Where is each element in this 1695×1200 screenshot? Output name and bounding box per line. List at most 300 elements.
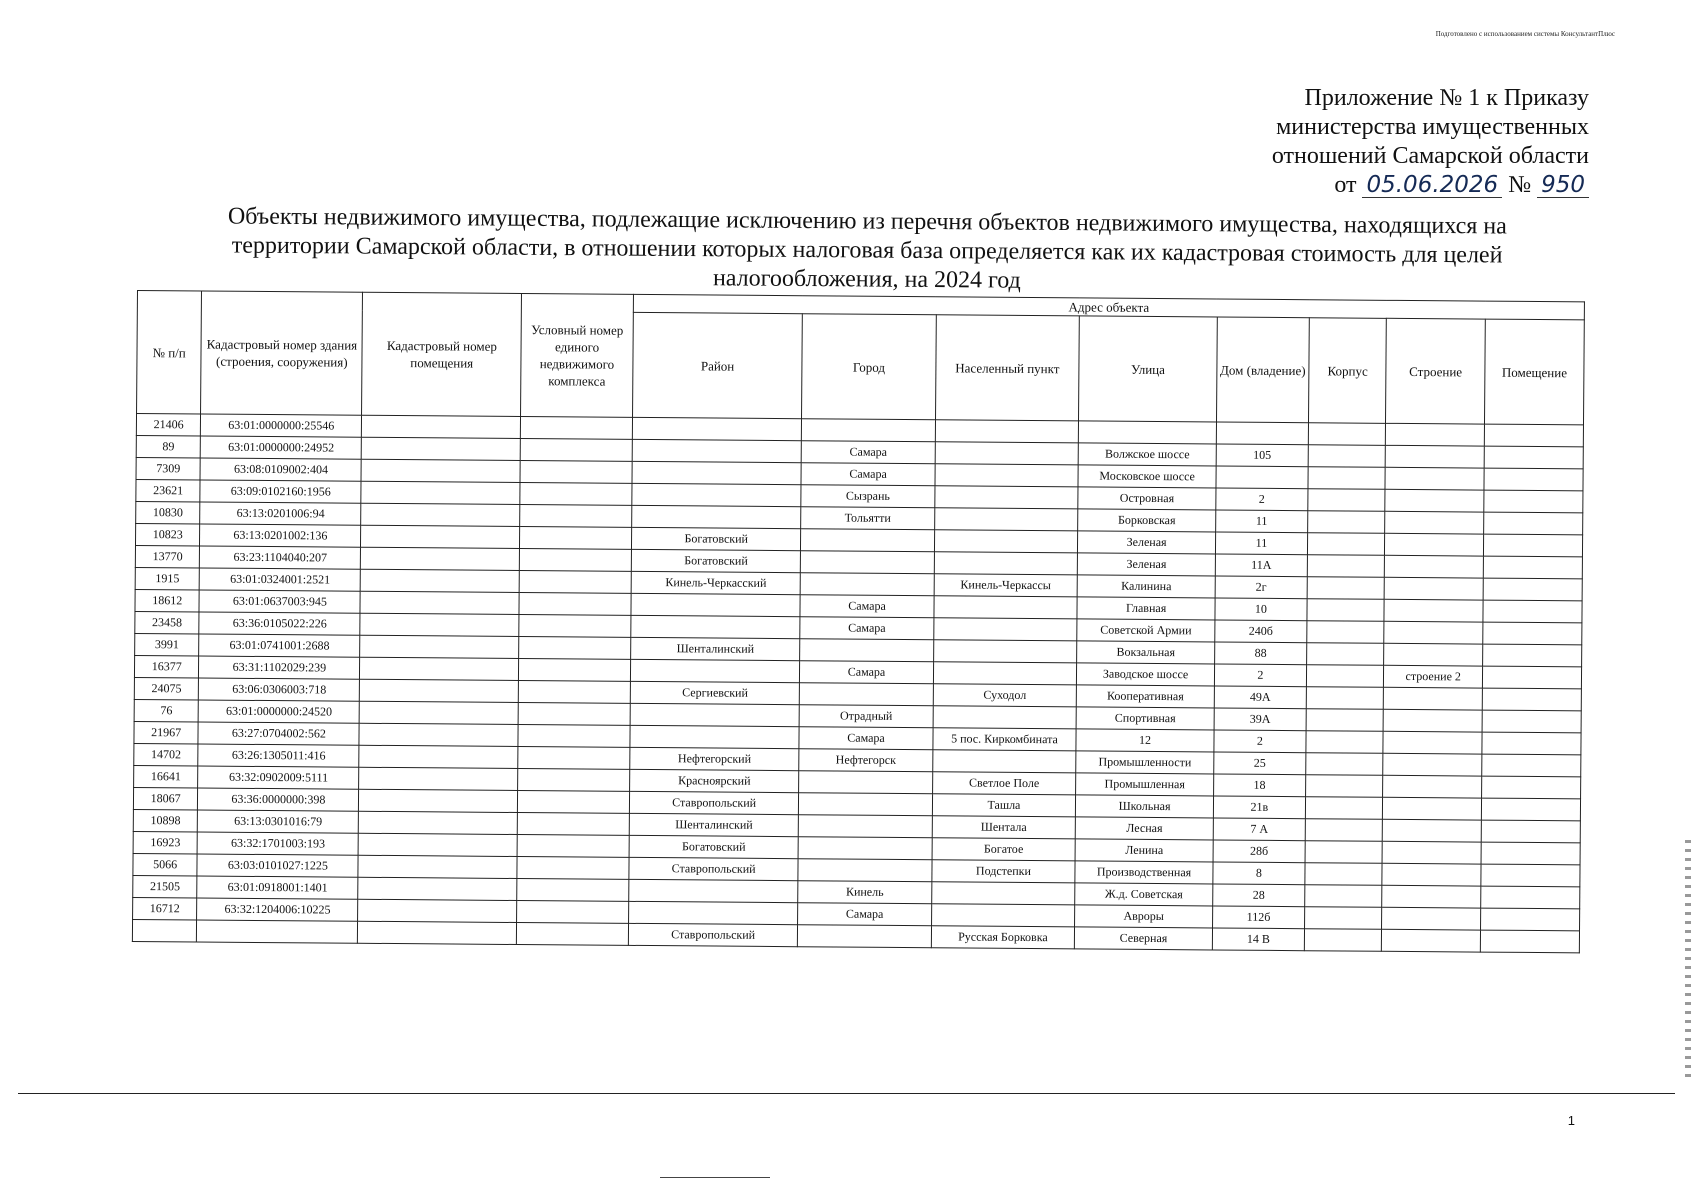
cell-locality bbox=[931, 904, 1075, 927]
cell-city: Самара bbox=[801, 463, 934, 486]
cell-building-cadastral bbox=[197, 920, 358, 943]
cell-house: 28б bbox=[1213, 840, 1305, 863]
cell-locality: Русская Борковка bbox=[931, 926, 1075, 949]
cell-city bbox=[799, 837, 932, 860]
cell-stroenie bbox=[1382, 863, 1481, 886]
cell-city bbox=[801, 551, 934, 574]
col-header-building-cadastral: Кадастровый номер здания (строения, сооружения) bbox=[201, 291, 363, 415]
cell-building-cadastral: 63:01:0741001:2688 bbox=[199, 634, 360, 657]
cell-korpus bbox=[1308, 467, 1385, 490]
cell-district bbox=[632, 461, 802, 484]
cell-district bbox=[632, 483, 802, 506]
cell-building-cadastral: 63:32:0902009:5111 bbox=[198, 766, 359, 789]
cell-locality: Богатое bbox=[932, 838, 1076, 861]
order-date-line bbox=[1272, 171, 1589, 200]
cell-city bbox=[799, 771, 932, 794]
cell-street: Ж.д. Советская bbox=[1075, 883, 1213, 906]
date-prefix: от bbox=[1334, 172, 1357, 198]
cell-row-number: 24075 bbox=[134, 677, 199, 700]
cell-locality: Светлое Поле bbox=[932, 772, 1076, 795]
cell-stroenie bbox=[1383, 731, 1482, 754]
cell-complex-number bbox=[518, 703, 630, 726]
cell-street: Зеленая bbox=[1078, 531, 1216, 554]
cell-district bbox=[632, 439, 802, 462]
cell-locality bbox=[934, 486, 1078, 509]
cell-district: Шенталинский bbox=[630, 637, 800, 660]
cell-city bbox=[799, 815, 932, 838]
cell-street: Калинина bbox=[1078, 575, 1216, 598]
cell-locality bbox=[934, 530, 1078, 553]
cell-korpus bbox=[1307, 555, 1384, 578]
cell-complex-number bbox=[520, 549, 632, 572]
cell-stroenie bbox=[1384, 599, 1483, 622]
cell-building-cadastral: 63:01:0918001:1401 bbox=[197, 876, 358, 899]
cell-house: 2 bbox=[1216, 488, 1308, 511]
cell-city: Кинель bbox=[798, 881, 931, 904]
cell-stroenie bbox=[1384, 577, 1483, 600]
cell-locality bbox=[935, 464, 1079, 487]
cell-premises-cadastral bbox=[359, 701, 518, 724]
cell-pomeshchenie bbox=[1483, 600, 1582, 623]
cell-korpus bbox=[1307, 643, 1384, 666]
cell-house: 21в bbox=[1213, 796, 1305, 819]
cell-pomeshchenie bbox=[1482, 776, 1581, 799]
footer-divider bbox=[18, 1093, 1675, 1094]
cell-premises-cadastral bbox=[361, 525, 520, 548]
cell-korpus bbox=[1308, 489, 1385, 512]
cell-pomeshchenie bbox=[1484, 446, 1583, 469]
cell-house: 10 bbox=[1215, 598, 1307, 621]
cell-korpus bbox=[1305, 797, 1382, 820]
cell-house: 240б bbox=[1215, 620, 1307, 643]
col-header-complex-number: Условный номер единого недвижимого комплекса bbox=[521, 294, 634, 418]
cell-pomeshchenie bbox=[1483, 666, 1582, 689]
cell-city: Самара bbox=[800, 595, 933, 618]
cell-korpus bbox=[1305, 819, 1382, 842]
cell-row-number: 16377 bbox=[134, 655, 199, 678]
cell-city: Самара bbox=[799, 727, 932, 750]
cell-house: 11 bbox=[1215, 532, 1307, 555]
cell-stroenie bbox=[1385, 555, 1484, 578]
cell-locality bbox=[933, 662, 1077, 685]
col-header-korpus: Корпус bbox=[1309, 318, 1387, 424]
cell-house: 105 bbox=[1216, 444, 1308, 467]
cell-pomeshchenie bbox=[1482, 732, 1581, 755]
cell-premises-cadastral bbox=[360, 591, 519, 614]
number-sign: № bbox=[1508, 172, 1532, 198]
cell-complex-number bbox=[517, 879, 629, 902]
cell-locality bbox=[932, 750, 1076, 773]
appendix-line: отношений Самарской области bbox=[1271, 143, 1589, 169]
cell-pomeshchenie bbox=[1482, 754, 1581, 777]
cell-stroenie bbox=[1385, 533, 1484, 556]
cell-district: Сергиевский bbox=[630, 681, 800, 704]
cell-house: 2 bbox=[1214, 730, 1306, 753]
cell-building-cadastral: 63:01:0000000:24520 bbox=[198, 700, 359, 723]
cell-city: Сызрань bbox=[801, 485, 934, 508]
cell-stroenie: строение 2 bbox=[1384, 665, 1483, 688]
cell-building-cadastral: 63:13:0201002:136 bbox=[200, 524, 361, 547]
cell-premises-cadastral bbox=[362, 415, 521, 438]
cell-building-cadastral: 63:32:1204006:10225 bbox=[197, 898, 358, 921]
cell-city bbox=[802, 419, 935, 442]
cell-row-number: 16641 bbox=[134, 765, 199, 788]
cell-building-cadastral: 63:09:0102160:1956 bbox=[200, 480, 361, 503]
cell-house: 18 bbox=[1213, 774, 1305, 797]
cell-complex-number bbox=[520, 505, 632, 528]
cell-locality bbox=[931, 882, 1075, 905]
cell-premises-cadastral bbox=[359, 767, 518, 790]
col-header-house: Дом (владение) bbox=[1216, 317, 1309, 423]
cell-pomeshchenie bbox=[1484, 424, 1583, 447]
prepared-note: Подготовлено с использованием системы КонсультантПлюс bbox=[1435, 30, 1615, 38]
cell-house: 25 bbox=[1214, 752, 1306, 775]
cell-row-number: 1915 bbox=[135, 567, 200, 590]
cell-locality bbox=[935, 442, 1079, 465]
cell-city: Самара bbox=[802, 441, 935, 464]
cell-district: Красноярский bbox=[629, 769, 799, 792]
cell-pomeshchenie bbox=[1483, 578, 1582, 601]
appendix-line: Приложение № 1 к Приказу bbox=[1304, 85, 1589, 111]
cell-korpus bbox=[1304, 929, 1381, 952]
cell-pomeshchenie bbox=[1483, 556, 1582, 579]
cell-city bbox=[799, 793, 932, 816]
cell-complex-number bbox=[520, 527, 632, 550]
cell-stroenie bbox=[1384, 621, 1483, 644]
cell-district: Богатовский bbox=[631, 549, 801, 572]
cell-complex-number bbox=[519, 681, 631, 704]
cell-pomeshchenie bbox=[1484, 534, 1583, 557]
col-header-address: Адрес объекта bbox=[633, 294, 1584, 319]
cell-building-cadastral: 63:01:0000000:25546 bbox=[201, 414, 362, 437]
cell-premises-cadastral bbox=[358, 855, 517, 878]
cell-district: Кинель-Черкасский bbox=[631, 571, 801, 594]
cell-row-number: 14702 bbox=[134, 743, 199, 766]
cell-pomeshchenie bbox=[1484, 490, 1583, 513]
cell-premises-cadastral bbox=[358, 833, 517, 856]
cell-district bbox=[631, 615, 801, 638]
col-header-city: Город bbox=[802, 314, 936, 420]
col-header-premises-cadastral: Кадастровый номер помещения bbox=[362, 292, 522, 416]
cell-korpus bbox=[1305, 885, 1382, 908]
cell-building-cadastral: 63:31:1102029:239 bbox=[199, 656, 360, 679]
cell-city: Самара bbox=[800, 661, 933, 684]
cell-complex-number bbox=[518, 747, 630, 770]
cell-locality: Подстепки bbox=[931, 860, 1075, 883]
cell-house: 39А bbox=[1214, 708, 1306, 731]
cell-pomeshchenie bbox=[1482, 798, 1581, 821]
cell-premises-cadastral bbox=[361, 547, 520, 570]
cell-house: 2г bbox=[1215, 576, 1307, 599]
cell-city bbox=[798, 925, 931, 948]
objects-table-wrap bbox=[132, 290, 1585, 953]
cell-street: Московское шоссе bbox=[1078, 465, 1216, 488]
cell-korpus bbox=[1307, 621, 1384, 644]
cell-korpus bbox=[1308, 511, 1385, 534]
cell-district: Ставропольский bbox=[629, 857, 799, 880]
cell-house: 112б bbox=[1212, 906, 1304, 929]
cell-locality bbox=[933, 706, 1077, 729]
cell-street: Заводское шоссе bbox=[1077, 663, 1215, 686]
cell-stroenie bbox=[1385, 467, 1484, 490]
cell-district: Богатовский bbox=[629, 835, 799, 858]
cell-building-cadastral: 63:03:0101027:1225 bbox=[197, 854, 358, 877]
cell-complex-number bbox=[518, 791, 630, 814]
cell-building-cadastral: 63:13:0201006:94 bbox=[200, 502, 361, 525]
cell-premises-cadastral bbox=[360, 635, 519, 658]
cell-building-cadastral: 63:08:0109002:404 bbox=[200, 458, 361, 481]
cell-city bbox=[801, 529, 934, 552]
cell-house bbox=[1216, 466, 1308, 489]
cell-row-number: 18067 bbox=[133, 787, 198, 810]
cell-city bbox=[800, 683, 933, 706]
cell-building-cadastral: 63:23:1104040:207 bbox=[200, 546, 361, 569]
cell-row-number: 7309 bbox=[136, 457, 201, 480]
cell-street: Островная bbox=[1078, 487, 1216, 510]
cell-row-number: 5066 bbox=[133, 853, 198, 876]
cell-row-number: 89 bbox=[136, 435, 201, 458]
cell-complex-number bbox=[517, 923, 629, 946]
document-title: Объекты недвижимого имущества, подлежащие исключению из перечня объектов недвижимого имущества, находящихся на территории Самарской области, в отношении которых налоговая база определяется как их кадастровая стоимость для целей налогообложения, на 2024 год bbox=[227, 203, 1507, 294]
table-body bbox=[132, 414, 1583, 953]
order-number: 950 bbox=[1537, 173, 1589, 198]
cell-locality: Ташла bbox=[932, 794, 1076, 817]
cell-stroenie bbox=[1382, 907, 1481, 930]
cell-row-number: 10898 bbox=[133, 809, 198, 832]
cell-korpus bbox=[1306, 687, 1383, 710]
cell-row-number: 13770 bbox=[135, 545, 200, 568]
cell-house: 28 bbox=[1212, 884, 1304, 907]
cell-stroenie bbox=[1384, 687, 1483, 710]
cell-premises-cadastral bbox=[361, 569, 520, 592]
cell-korpus bbox=[1306, 709, 1383, 732]
cell-stroenie bbox=[1383, 709, 1482, 732]
cell-district: Ставропольский bbox=[629, 791, 799, 814]
cell-locality: 5 пос. Киркомбината bbox=[932, 728, 1076, 751]
cell-building-cadastral: 63:01:0000000:24952 bbox=[201, 436, 362, 459]
cell-district bbox=[629, 879, 799, 902]
cell-district: Шенталинский bbox=[629, 813, 799, 836]
cell-premises-cadastral bbox=[360, 657, 519, 680]
cell-pomeshchenie bbox=[1481, 842, 1580, 865]
cell-stroenie bbox=[1385, 511, 1484, 534]
cell-house: 11 bbox=[1215, 510, 1307, 533]
col-header-district: Район bbox=[632, 312, 802, 418]
cell-complex-number bbox=[519, 659, 631, 682]
cell-korpus bbox=[1308, 423, 1385, 446]
cell-pomeshchenie bbox=[1481, 820, 1580, 843]
cell-korpus bbox=[1305, 841, 1382, 864]
scan-mark bbox=[660, 1177, 770, 1178]
cell-street: Кооперативная bbox=[1077, 685, 1215, 708]
cell-city bbox=[798, 859, 931, 882]
cell-street bbox=[1079, 421, 1217, 444]
col-header-stroenie: Строение bbox=[1386, 318, 1486, 424]
cell-house: 49А bbox=[1214, 686, 1306, 709]
cell-korpus bbox=[1308, 533, 1385, 556]
cell-building-cadastral: 63:01:0637003:945 bbox=[199, 590, 360, 613]
cell-stroenie bbox=[1385, 489, 1484, 512]
cell-stroenie bbox=[1386, 423, 1485, 446]
cell-pomeshchenie bbox=[1482, 688, 1581, 711]
cell-street: Промышленная bbox=[1076, 773, 1214, 796]
cell-street: 12 bbox=[1076, 729, 1214, 752]
scan-edge-marks bbox=[1685, 840, 1691, 1080]
cell-house: 2 bbox=[1214, 664, 1306, 687]
cell-district bbox=[631, 593, 801, 616]
appendix-line: министерства имущественных bbox=[1276, 114, 1589, 140]
cell-building-cadastral: 63:36:0000000:398 bbox=[198, 788, 359, 811]
cell-complex-number bbox=[517, 813, 629, 836]
cell-stroenie bbox=[1383, 775, 1482, 798]
cell-street: Авроры bbox=[1075, 905, 1213, 928]
cell-complex-number bbox=[520, 461, 632, 484]
cell-locality: Кинель-Черкассы bbox=[934, 574, 1078, 597]
cell-premises-cadastral bbox=[359, 745, 518, 768]
cell-complex-number bbox=[518, 725, 630, 748]
cell-building-cadastral: 63:32:1701003:193 bbox=[197, 832, 358, 855]
cell-house bbox=[1216, 422, 1308, 445]
cell-complex-number bbox=[520, 483, 632, 506]
cell-locality bbox=[935, 420, 1079, 443]
cell-district: Ставропольский bbox=[628, 923, 798, 946]
cell-row-number bbox=[132, 919, 197, 942]
cell-row-number: 10823 bbox=[135, 523, 200, 546]
col-header-locality: Населенный пункт bbox=[935, 315, 1080, 421]
cell-district: Богатовский bbox=[631, 527, 801, 550]
cell-premises-cadastral bbox=[359, 789, 518, 812]
cell-premises-cadastral bbox=[360, 613, 519, 636]
cell-house: 11А bbox=[1215, 554, 1307, 577]
col-header-street: Улица bbox=[1079, 316, 1217, 422]
cell-korpus bbox=[1305, 863, 1382, 886]
cell-stroenie bbox=[1383, 819, 1482, 842]
cell-stroenie bbox=[1386, 445, 1485, 468]
cell-district bbox=[630, 725, 800, 748]
appendix-block bbox=[1272, 84, 1589, 200]
col-header-num: № п/п bbox=[137, 291, 202, 415]
objects-table bbox=[132, 290, 1585, 953]
cell-pomeshchenie bbox=[1483, 644, 1582, 667]
cell-complex-number bbox=[519, 593, 631, 616]
cell-korpus bbox=[1305, 907, 1382, 930]
cell-premises-cadastral bbox=[360, 679, 519, 702]
cell-building-cadastral: 63:36:0105022:226 bbox=[199, 612, 360, 635]
cell-building-cadastral: 63:26:1305011:416 bbox=[198, 744, 359, 767]
cell-city bbox=[800, 639, 933, 662]
cell-city: Нефтегорск bbox=[799, 749, 932, 772]
cell-street: Советской Армии bbox=[1077, 619, 1215, 642]
cell-korpus bbox=[1308, 445, 1385, 468]
cell-street: Волжское шоссе bbox=[1079, 443, 1217, 466]
cell-complex-number bbox=[519, 571, 631, 594]
cell-complex-number bbox=[521, 417, 633, 440]
cell-street: Спортивная bbox=[1076, 707, 1214, 730]
cell-locality: Суходол bbox=[933, 684, 1077, 707]
cell-pomeshchenie bbox=[1482, 710, 1581, 733]
cell-city: Самара bbox=[798, 903, 931, 926]
cell-premises-cadastral bbox=[361, 459, 520, 482]
cell-street: Лесная bbox=[1076, 817, 1214, 840]
order-date: 05.06.2026 bbox=[1362, 173, 1502, 198]
cell-complex-number bbox=[519, 637, 631, 660]
cell-pomeshchenie bbox=[1481, 886, 1580, 909]
cell-locality bbox=[934, 552, 1078, 575]
cell-stroenie bbox=[1382, 885, 1481, 908]
page-number: 1 bbox=[1567, 1113, 1575, 1128]
cell-stroenie bbox=[1384, 643, 1483, 666]
cell-locality bbox=[933, 640, 1077, 663]
cell-street: Главная bbox=[1077, 597, 1215, 620]
cell-korpus bbox=[1306, 731, 1383, 754]
cell-city bbox=[801, 573, 934, 596]
col-header-pomeshchenie: Помещение bbox=[1485, 319, 1585, 425]
cell-city: Тольятти bbox=[801, 507, 934, 530]
cell-premises-cadastral bbox=[359, 811, 518, 834]
cell-city: Отрадный bbox=[800, 705, 933, 728]
cell-building-cadastral: 63:27:0704002:562 bbox=[198, 722, 359, 745]
cell-stroenie bbox=[1382, 841, 1481, 864]
cell-locality bbox=[934, 508, 1078, 531]
cell-house: 8 bbox=[1213, 862, 1305, 885]
cell-row-number: 16923 bbox=[133, 831, 198, 854]
cell-house: 14 В bbox=[1212, 928, 1304, 951]
cell-pomeshchenie bbox=[1483, 622, 1582, 645]
cell-row-number: 21505 bbox=[133, 875, 198, 898]
cell-locality: Шентала bbox=[932, 816, 1076, 839]
cell-premises-cadastral bbox=[358, 921, 517, 944]
cell-row-number: 16712 bbox=[133, 897, 198, 920]
cell-premises-cadastral bbox=[358, 899, 517, 922]
cell-row-number: 23458 bbox=[135, 611, 200, 634]
cell-premises-cadastral bbox=[362, 437, 521, 460]
cell-street: Промышленности bbox=[1076, 751, 1214, 774]
cell-district bbox=[630, 703, 800, 726]
cell-complex-number bbox=[519, 615, 631, 638]
cell-premises-cadastral bbox=[361, 503, 520, 526]
cell-pomeshchenie bbox=[1484, 468, 1583, 491]
cell-complex-number bbox=[520, 439, 632, 462]
cell-street: Производственная bbox=[1075, 861, 1213, 884]
cell-row-number: 10830 bbox=[136, 501, 201, 524]
cell-building-cadastral: 63:06:0306003:718 bbox=[199, 678, 360, 701]
cell-korpus bbox=[1306, 775, 1383, 798]
cell-pomeshchenie bbox=[1481, 864, 1580, 887]
cell-korpus bbox=[1307, 599, 1384, 622]
cell-row-number: 18612 bbox=[135, 589, 200, 612]
cell-stroenie bbox=[1383, 753, 1482, 776]
cell-row-number: 3991 bbox=[135, 633, 200, 656]
cell-stroenie bbox=[1382, 929, 1481, 952]
cell-complex-number bbox=[518, 769, 630, 792]
cell-row-number: 23621 bbox=[136, 479, 201, 502]
cell-street: Зеленая bbox=[1078, 553, 1216, 576]
cell-house: 7 А bbox=[1213, 818, 1305, 841]
cell-row-number: 21967 bbox=[134, 721, 199, 744]
cell-building-cadastral: 63:13:0301016:79 bbox=[198, 810, 359, 833]
cell-premises-cadastral bbox=[359, 723, 518, 746]
cell-district bbox=[630, 659, 800, 682]
cell-row-number: 76 bbox=[134, 699, 199, 722]
cell-street: Вокзальная bbox=[1077, 641, 1215, 664]
cell-street: Ленина bbox=[1075, 839, 1213, 862]
cell-district bbox=[632, 417, 802, 440]
cell-pomeshchenie bbox=[1484, 512, 1583, 535]
cell-district bbox=[632, 505, 802, 528]
cell-korpus bbox=[1306, 753, 1383, 776]
cell-pomeshchenie bbox=[1481, 908, 1580, 931]
cell-korpus bbox=[1307, 577, 1384, 600]
